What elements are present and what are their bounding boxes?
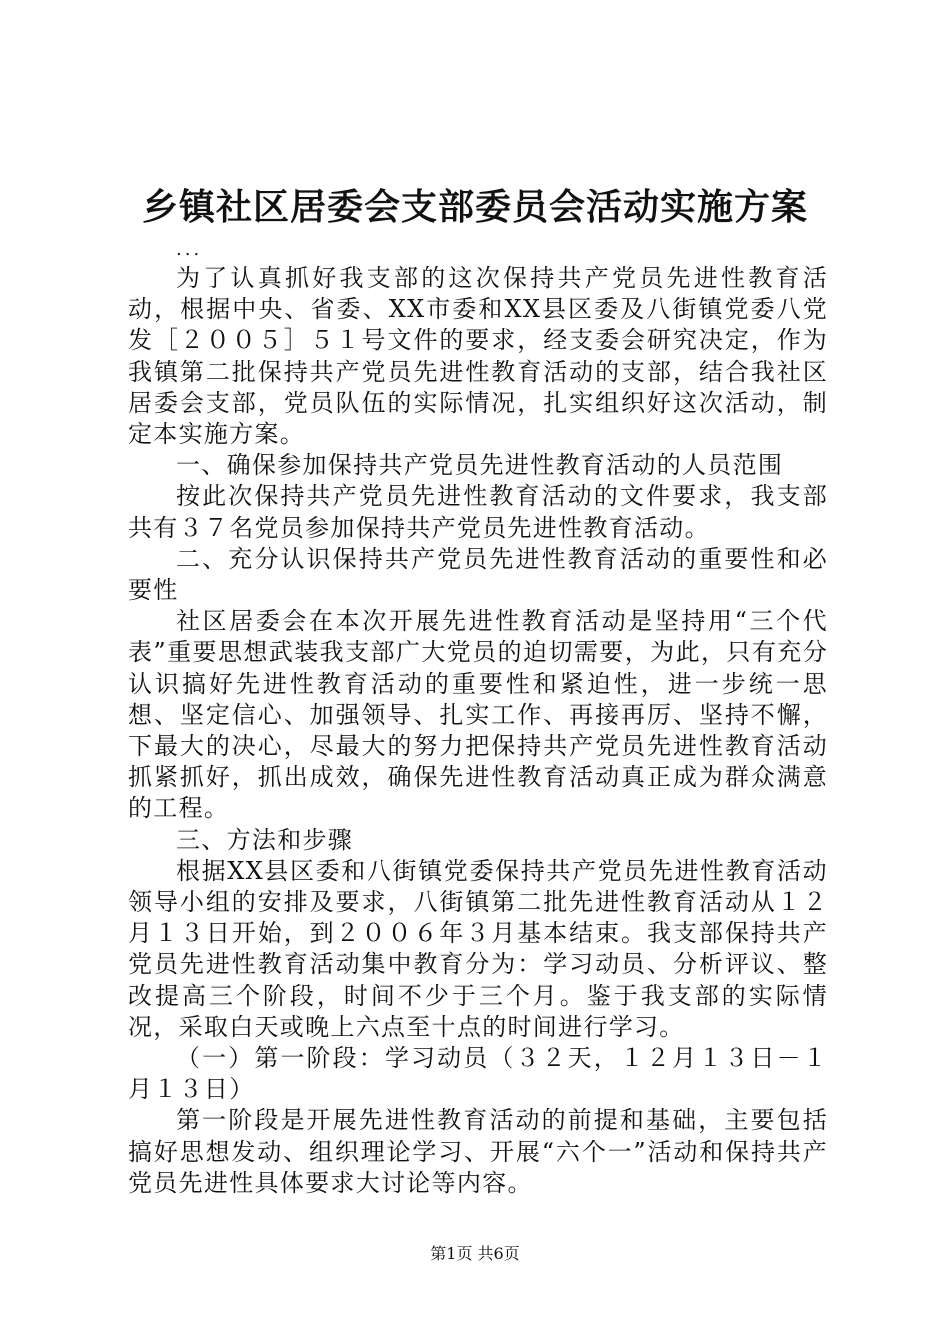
paragraph-methods: 根据XX县区委和八街镇党委保持共产党员先进性教育活动领导小组的安排及要求，八街镇第二批先进性教育活动从１２月１３日开始，到２００６年３月基本结束。我支部保持共产党员先进性教育活动集中教育分为：学习动员、分析评议、整改提高三个阶段，时间不少于三个月。鉴于我支部的实际情况，采取白天或晚上六点至十点的时间进行学习。 <box>128 856 828 1041</box>
document-body <box>128 263 828 1199</box>
document-title: 乡镇社区居委会支部委员会活动实施方案 <box>141 187 808 228</box>
paragraph-importance: 社区居委会在本次开展先进性教育活动是坚持用“三个代表”重要思想武装我支部广大党员的迫切需要，为此，只有充分认识搞好先进性教育活动的重要性和紧迫性，进一步统一思想、坚定信心、加强领导、扎实工作、再接再厉、坚持不懈，下最大的决心，尽最大的努力把保持共产党员先进性教育活动抓紧抓好，抓出成效，确保先进性教育活动真正成为群众满意的工程。 <box>128 607 828 823</box>
page-number-footer: 第1页 共6页 <box>430 1244 520 1263</box>
paragraph-scope: 按此次保持共产党员先进性教育活动的文件要求，我支部共有３７名党员参加保持共产党员先进性教育活动。 <box>128 482 828 542</box>
subsection-heading-1: （一）第一阶段：学习动员（３２天，１２月１３日－１月１３日） <box>128 1044 828 1104</box>
ellipsis-marker: ... <box>176 239 203 260</box>
section-heading-1: 一、确保参加保持共产党员先进性教育活动的人员范围 <box>176 451 784 480</box>
paragraph-intro: 为了认真抓好我支部的这次保持共产党员先进性教育活动，根据中央、省委、XX市委和XX县区委及八街镇党委八党发［２００５］５１号文件的要求，经支委会研究决定，作为我镇第二批保持共产党员先进性教育活动的支部，结合我社区居委会支部，党员队伍的实际情况，扎实组织好这次活动，制定本实施方案。 <box>128 264 828 449</box>
section-heading-2: 二、充分认识保持共产党员先进性教育活动的重要性和必要性 <box>128 544 828 605</box>
section-heading-3: 三、方法和步骤 <box>176 825 354 854</box>
paragraph-stage-one: 第一阶段是开展先进性教育活动的前提和基础，主要包括搞好思想发动、组织理论学习、开展“六个一”活动和保持共产党员先进性具体要求大讨论等内容。 <box>128 1106 828 1197</box>
